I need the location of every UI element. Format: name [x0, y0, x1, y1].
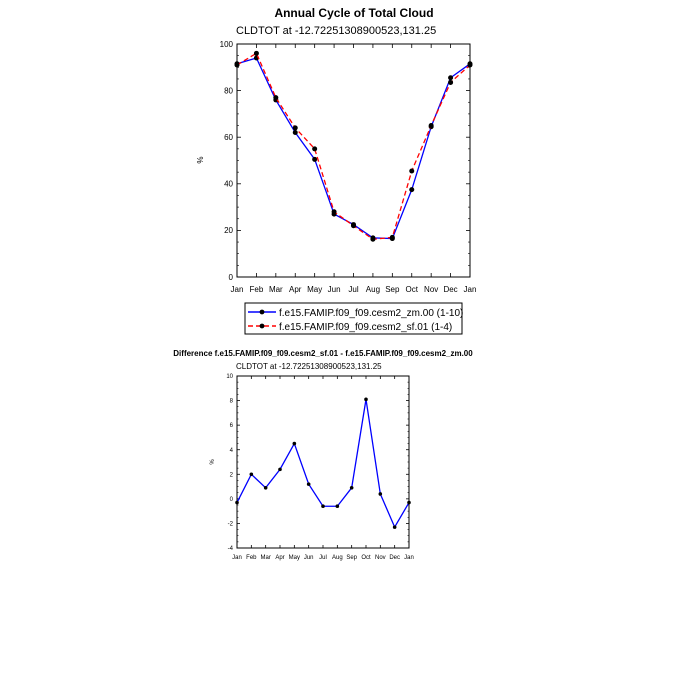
- data-point: [293, 130, 298, 135]
- data-point: [407, 501, 411, 505]
- x-tick-label: Aug: [365, 285, 381, 294]
- y-tick-label: 6: [229, 423, 233, 430]
- data-point: [364, 398, 368, 402]
- x-tick-label: Nov: [374, 555, 386, 561]
- x-tick-label: Sep: [385, 285, 400, 294]
- y-tick-label: -2: [227, 521, 233, 528]
- y-tick-label: 60: [224, 133, 233, 142]
- data-point: [293, 442, 297, 446]
- y-tick-label: 8: [229, 398, 233, 405]
- x-tick-label: Feb: [249, 285, 264, 294]
- data-point: [351, 223, 356, 228]
- y-tick-label: 10: [226, 374, 233, 381]
- chart1-plot: [220, 40, 477, 294]
- data-point: [235, 501, 239, 505]
- x-tick-label: May: [307, 285, 323, 294]
- x-tick-label: Mar: [268, 285, 283, 294]
- x-tick-label: Sep: [346, 555, 358, 561]
- x-tick-label: Jan: [404, 555, 414, 561]
- data-point: [312, 157, 317, 162]
- x-tick-label: Aug: [331, 555, 343, 561]
- data-point: [370, 237, 375, 242]
- data-point: [307, 482, 311, 486]
- data-point: [350, 486, 354, 490]
- x-tick-label: Nov: [424, 285, 439, 294]
- data-point: [336, 504, 340, 508]
- x-tick-label: Jan: [463, 285, 477, 294]
- y-tick-label: 80: [224, 86, 233, 96]
- x-tick-label: Jun: [303, 555, 314, 561]
- plot-frame: [237, 44, 470, 277]
- x-tick-label: Mar: [260, 555, 271, 561]
- y-tick-label: 40: [224, 179, 233, 189]
- data-point: [448, 75, 453, 80]
- y-tick-label: 4: [229, 447, 233, 454]
- legend-label-series-2: f.e15.FAMIP.f09_f09.cesm2_sf.01 (1-4): [279, 322, 453, 333]
- x-tick-label: Feb: [246, 555, 257, 561]
- data-point: [390, 235, 395, 240]
- data-point: [379, 492, 383, 496]
- legend-marker-series-2: [260, 324, 265, 329]
- x-tick-label: Dec: [443, 285, 458, 294]
- data-point: [468, 62, 473, 67]
- series-line-2: [237, 53, 470, 239]
- data-point: [409, 168, 414, 173]
- data-point: [264, 486, 268, 490]
- chart1-y-axis-label: %: [196, 156, 205, 164]
- plot-frame: [237, 376, 409, 548]
- data-point: [393, 525, 397, 529]
- x-tick-label: Jun: [327, 285, 341, 294]
- x-tick-label: Jul: [348, 285, 359, 294]
- data-point: [273, 95, 278, 100]
- x-tick-label: Apr: [289, 285, 302, 294]
- legend-marker-series-1: [260, 310, 265, 315]
- y-tick-label: 0: [228, 272, 233, 282]
- data-point: [235, 62, 240, 67]
- data-point: [250, 472, 254, 476]
- series-line-1: [237, 58, 470, 239]
- x-tick-label: Oct: [405, 285, 418, 294]
- chart1-subtitle: CLDTOT at -12.72251308900523,131.25: [236, 25, 437, 37]
- chart1-legend: [245, 303, 463, 334]
- data-point: [254, 51, 259, 56]
- data-point: [448, 80, 453, 85]
- y-tick-label: 100: [219, 39, 233, 49]
- chart1-title: Annual Cycle of Total Cloud: [274, 6, 434, 20]
- x-tick-label: May: [288, 555, 301, 561]
- data-point: [409, 187, 414, 192]
- chart2-plot: [226, 374, 414, 561]
- y-tick-label: -4: [227, 546, 233, 553]
- y-tick-label: 2: [229, 472, 233, 479]
- x-tick-label: Dec: [389, 555, 401, 561]
- data-point: [293, 125, 298, 130]
- data-point: [312, 146, 317, 151]
- x-tick-label: Jan: [232, 555, 242, 561]
- x-tick-label: Apr: [275, 555, 285, 561]
- data-point: [278, 468, 282, 472]
- chart2-title: Difference f.e15.FAMIP.f09_f09.cesm2_sf.01 - f.e15.FAMIP.f09_f09.cesm2_zm.00: [173, 349, 473, 358]
- y-tick-label: 0: [229, 496, 233, 503]
- chart2-subtitle: CLDTOT at -12.72251308900523,131.25: [236, 362, 382, 371]
- y-tick-label: 20: [224, 226, 233, 236]
- chart2-y-axis-label: %: [210, 459, 216, 465]
- x-tick-label: Jul: [319, 555, 327, 561]
- legend-label-series-1: f.e15.FAMIP.f09_f09.cesm2_zm.00 (1-10): [279, 308, 464, 319]
- data-point: [332, 209, 337, 214]
- x-tick-label: Oct: [361, 555, 371, 561]
- data-point: [321, 504, 325, 508]
- x-tick-label: Jan: [230, 285, 244, 294]
- data-point: [429, 123, 434, 128]
